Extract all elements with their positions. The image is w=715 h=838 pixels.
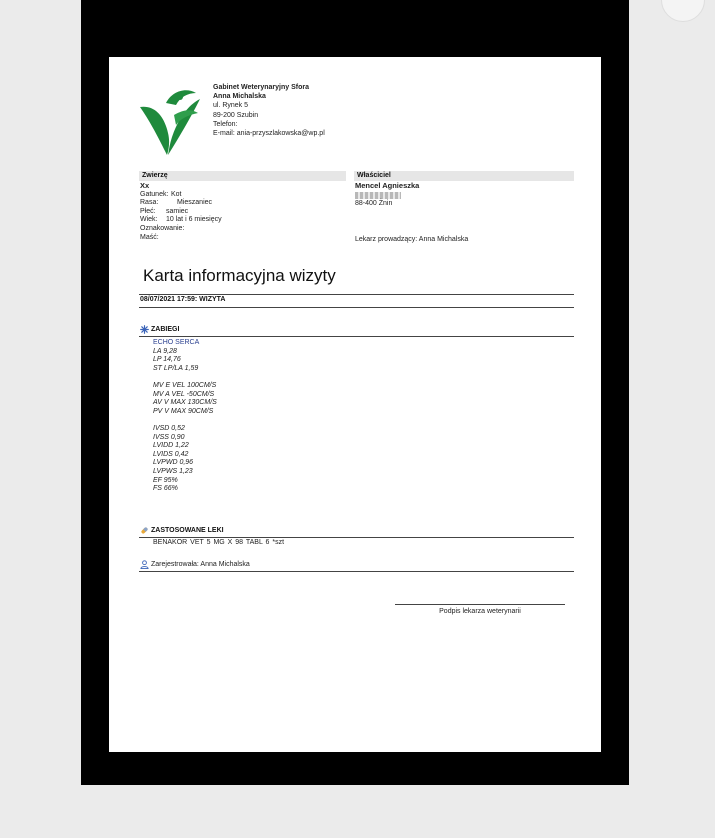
animal-name: Xx xyxy=(140,181,150,190)
marking-label: Oznakowanie: xyxy=(140,224,185,232)
procedure-item: LP 14,76 xyxy=(153,356,181,364)
medications-header xyxy=(140,526,224,535)
document-viewer xyxy=(81,0,629,785)
clinic-info xyxy=(213,83,325,138)
owner-city: 88-400 Żnin xyxy=(355,199,393,207)
procedure-item: ST LP/LA 1,59 xyxy=(153,364,199,372)
animal-section-header: Zwierzę xyxy=(139,171,346,181)
corner-button[interactable] xyxy=(661,0,705,22)
procedures-header xyxy=(140,325,179,334)
signature-label: Podpis lekarza weterynarii xyxy=(439,608,521,615)
visit-line: 08/07/2021 17:59: WIZYTA xyxy=(140,296,226,303)
age-label: Wiek: xyxy=(140,216,158,224)
sex-value: samiec xyxy=(166,207,189,215)
coat-label: Maść: xyxy=(140,233,159,241)
procedure-item: LVPWD 0,96 xyxy=(153,459,194,467)
document-page xyxy=(109,57,601,752)
divider xyxy=(139,307,574,308)
divider xyxy=(139,571,574,572)
clinic-street: ul. Rynek 5 xyxy=(213,102,249,110)
breed-label: Rasa: xyxy=(140,199,159,207)
procedure-spacer xyxy=(153,373,217,382)
procedure-item: PV V MAX 90CM/S xyxy=(153,407,214,415)
owner-section-header: Właściciel xyxy=(354,171,574,181)
procedure-icon xyxy=(140,325,149,334)
animal-details xyxy=(140,182,222,242)
clinic-owner: Anna Michalska xyxy=(213,93,266,101)
procedure-list xyxy=(153,339,217,494)
procedure-item: LA 9,28 xyxy=(153,347,177,355)
owner-details xyxy=(355,182,419,208)
procedure-item: ECHO SERCA xyxy=(153,339,200,346)
medications-title: ZASTOSOWANE LEKI xyxy=(151,527,224,534)
procedure-item: AV V MAX 130CM/S xyxy=(153,399,217,407)
breed-value: Mieszaniec xyxy=(177,199,213,207)
procedure-item: MV A VEL -50CM/S xyxy=(153,390,215,398)
procedure-item: EF 95% xyxy=(153,476,178,484)
age-value: 10 lat i 6 miesięcy xyxy=(166,216,222,224)
signature-line xyxy=(395,604,565,605)
registration-text: Zarejestrowała: Anna Michalska xyxy=(151,561,250,568)
procedure-item: MV E VEL 100CM/S xyxy=(153,381,217,389)
redacted-address xyxy=(355,192,401,199)
user-icon xyxy=(140,560,149,569)
medication-item: BENAKOR VET 5 MG X 98 TABL 6 *szt xyxy=(153,539,285,546)
divider xyxy=(139,537,574,538)
procedure-item: IVSS 0,90 xyxy=(153,433,185,441)
species-value: Kot xyxy=(171,190,182,198)
procedure-item: FS 66% xyxy=(153,485,178,493)
procedure-item: LVIDD 1,22 xyxy=(153,442,189,450)
clinic-email: E-mail: ania-przyszlakowska@wp.pl xyxy=(213,130,325,138)
pill-icon xyxy=(140,526,149,535)
procedure-item: LVIDS 0,42 xyxy=(153,450,189,458)
clinic-phone: Telefon: xyxy=(213,120,238,128)
divider xyxy=(139,336,574,337)
procedure-item: LVPWS 1,23 xyxy=(153,467,193,475)
sex-label: Płeć: xyxy=(140,207,156,215)
divider xyxy=(139,294,574,295)
owner-name: Mencel Agnieszka xyxy=(355,181,420,190)
registration-line xyxy=(140,560,250,569)
document-title: Karta informacyjna wizyty xyxy=(143,266,336,285)
procedure-item: IVSD 0,52 xyxy=(153,424,185,432)
species-label: Gatunek: xyxy=(140,190,169,198)
procedure-spacer xyxy=(153,416,217,425)
procedures-title: ZABIEGI xyxy=(151,326,180,333)
attending-vet: Lekarz prowadzący: Anna Michalska xyxy=(355,236,469,243)
clinic-city: 89-200 Szubin xyxy=(213,111,259,119)
clinic-name: Gabinet Weterynaryjny Sfora xyxy=(213,84,309,91)
clinic-logo xyxy=(138,85,202,155)
